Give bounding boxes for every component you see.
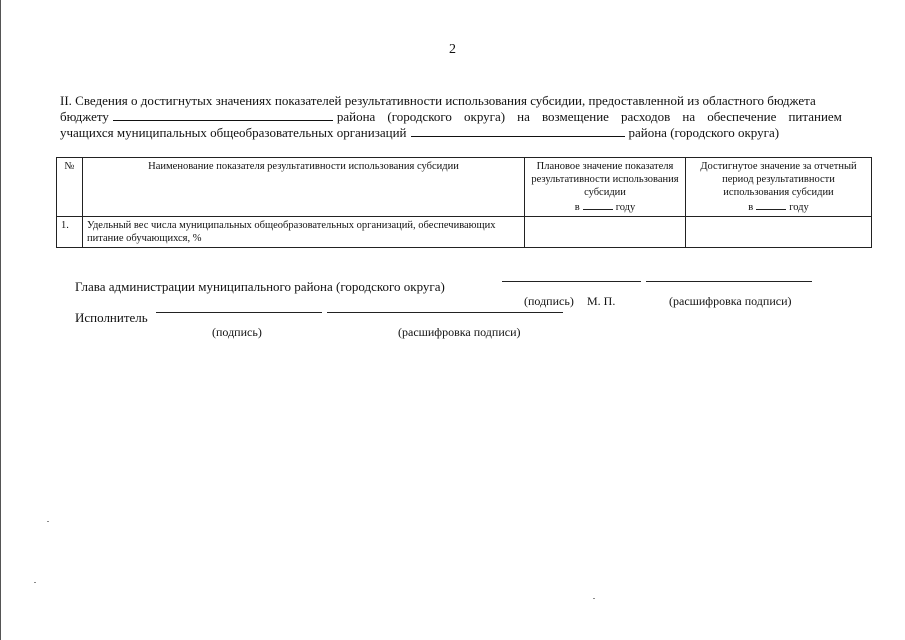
heading-word: района bbox=[336, 109, 376, 124]
executor-decoding-caption: (расшифровка подписи) bbox=[398, 325, 521, 339]
heading-word: на bbox=[682, 109, 696, 124]
stamp-place-caption: М. П. bbox=[587, 294, 616, 308]
header-planned-text: Плановое значение показателя результативности использования субсидии bbox=[531, 161, 679, 198]
head-signature-caption: (подпись) bbox=[524, 294, 574, 308]
row-indicator-name: Удельный вес числа муниципальных общеобразовательных организаций, обеспечивающих питание обучающихся, % bbox=[83, 217, 525, 248]
header-achieved-value bbox=[686, 158, 872, 217]
head-decoding-line[interactable] bbox=[646, 281, 812, 282]
table-header-row bbox=[57, 158, 872, 217]
heading-line-2-start: бюджету bbox=[60, 109, 109, 124]
achieved-year-blank[interactable] bbox=[756, 199, 786, 210]
heading-line-3-end: района (городского округа) bbox=[628, 125, 780, 140]
page-number: 2 bbox=[449, 42, 456, 57]
header-indicator-name: Наименование показателя результативности использования субсидии bbox=[83, 158, 525, 217]
year-suffix: году bbox=[615, 202, 636, 213]
year-suffix: году bbox=[789, 202, 809, 213]
executor-decoding-line[interactable] bbox=[327, 312, 563, 313]
heading-word: расходов bbox=[621, 109, 671, 124]
header-achieved-text: Достигнутое значение за отчетный период результативности использования субсидии bbox=[700, 161, 857, 198]
year-prefix: в bbox=[574, 202, 580, 213]
head-decoding-caption: (расшифровка подписи) bbox=[669, 294, 792, 308]
indicators-table bbox=[56, 157, 872, 248]
heading-word: возмещение bbox=[541, 109, 609, 124]
district-blank-field[interactable] bbox=[411, 125, 625, 137]
scan-speck bbox=[593, 598, 595, 599]
row-number: 1. bbox=[57, 217, 83, 248]
scan-speck bbox=[34, 582, 36, 583]
executor-signature-caption: (подпись) bbox=[212, 325, 262, 339]
head-signature-line[interactable] bbox=[502, 281, 641, 282]
year-prefix: в bbox=[748, 202, 754, 213]
heading-word: на bbox=[517, 109, 530, 124]
row-achieved-value-cell[interactable] bbox=[686, 217, 872, 248]
row-planned-value-cell[interactable] bbox=[525, 217, 686, 248]
section-heading bbox=[60, 93, 842, 141]
heading-word: обеспечение bbox=[707, 109, 777, 124]
heading-line-1 bbox=[60, 93, 842, 109]
heading-word: (городского bbox=[387, 109, 452, 124]
heading-line-2-words bbox=[337, 109, 842, 125]
page-left-edge bbox=[0, 0, 1, 640]
heading-word: питанием bbox=[788, 109, 842, 124]
executor-signature-line[interactable] bbox=[156, 312, 322, 313]
head-of-administration-label: Глава администрации муниципального района (городского округа) bbox=[75, 279, 445, 294]
header-achieved-year bbox=[748, 199, 809, 214]
header-planned-year bbox=[575, 199, 636, 214]
budget-blank-field[interactable] bbox=[113, 109, 333, 121]
heading-line-2 bbox=[60, 109, 842, 125]
header-planned-value bbox=[525, 158, 686, 217]
table-row bbox=[57, 217, 872, 248]
heading-line-1-text: II. Сведения о достигнутых значениях показателей результативности использования субсидии, предоставленной из областного бюджета bbox=[60, 93, 816, 108]
planned-year-blank[interactable] bbox=[583, 199, 613, 210]
scan-speck bbox=[47, 521, 49, 522]
header-number: № bbox=[57, 158, 83, 217]
executor-label: Исполнитель bbox=[75, 310, 148, 325]
heading-line-3 bbox=[60, 125, 842, 141]
heading-line-3-start: учащихся муниципальных общеобразовательных организаций bbox=[60, 125, 407, 140]
heading-word: округа) bbox=[464, 109, 506, 124]
